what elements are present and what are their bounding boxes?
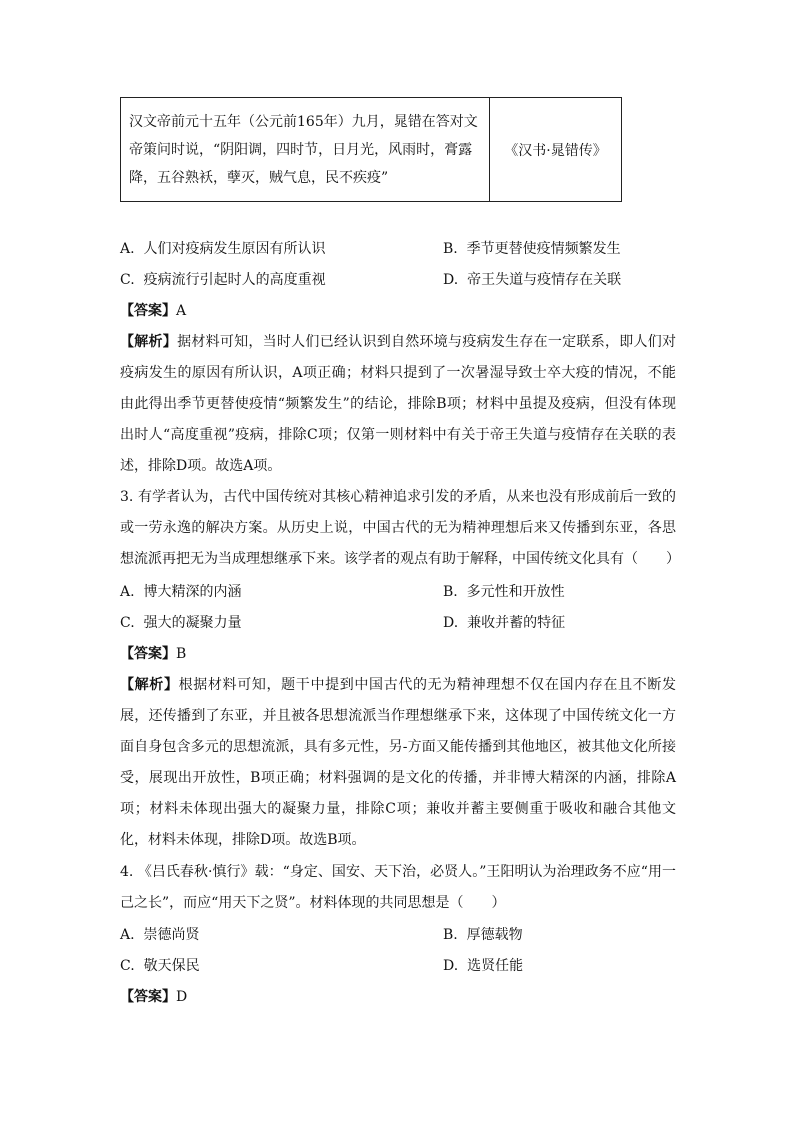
- source-table: [120, 97, 622, 202]
- q4-option-b: B. 厚德载物: [443, 927, 523, 943]
- q2-option-c: C. 疫病流行引起时人的高度重视: [120, 272, 326, 288]
- q3-option-a: A. 博大精深的内涵: [120, 584, 242, 600]
- q2-option-a: A. 人们对疫病发生原因有所认识: [120, 241, 326, 257]
- q3-answer: 【答案】B: [120, 646, 187, 662]
- source-citation-cell: 《汉书·晁错传》: [504, 142, 607, 159]
- q4-answer: 【答案】D: [120, 989, 188, 1005]
- q2-answer: 【答案】A: [120, 303, 187, 319]
- source-text-cell: 汉文帝前元十五年（公元前165年）九月，晁错在答对文帝策问时说，“阴阳调，四时节，日月光，风雨时，膏露降，五谷熟袄，孽灭，贼气息，民不疾疫”: [121, 98, 490, 201]
- q2-analysis: 【解析】据材料可知，当时人们已经认识到自然环境与疫病发生存在一定联系，即人们对疫病发生的原因有所认识，A项正确；材料只提到了一次暑湿导致士卒大疫的情况，不能由此得出季节更替使疫情“频繁发生”的结论，排除B项；材料中虽提及疫病，但没有体现出时人“高度重视”疫病，排除C项；仅第一则材料中有关于帝王失道与疫情存在关联的表述，排除D项。故选A项。: [120, 334, 677, 474]
- q2-option-b: B. 季节更替使疫情频繁发生: [443, 241, 621, 257]
- q2-option-d: D. 帝王失道与疫情存在关联: [443, 272, 622, 288]
- q3-stem: 3. 有学者认为，古代中国传统对其核心精神追求引发的矛盾，从来也没有形成前后一致的或一劳永逸的解决方案。从历史上说，中国古代的无为精神理想后来又传播到东亚，各思想流派再把无为当成理想继承下来。该学者的观点有助于解释，中国传统文化具有（ ）: [120, 489, 680, 567]
- q3-option-d: D. 兼收并蓄的特征: [443, 615, 566, 631]
- q3-analysis: 【解析】根据材料可知，题干中提到中国古代的无为精神理想不仅在国内存在且不断发展，还传播到了东亚，并且被各思想流派当作理想继承下来，这体现了中国传统文化一方面自身包含多元的思想流派，具有多元性，另-方面又能传播到其他地区，被其他文化所接受，展现出开放性，B项正确；材料强调的是文化的传播，并非博大精深的内涵，排除A项；材料未体现出强大的凝聚力量，排除C项；兼收并蓄主要侧重于吸收和融合其他文化，材料未体现，排除D项。故选B项。: [120, 677, 677, 848]
- q4-option-a: A. 崇德尚贤: [120, 927, 200, 943]
- q3-option-c: C. 强大的凝聚力量: [120, 615, 242, 631]
- q3-option-b: B. 多元性和开放性: [443, 584, 565, 600]
- q4-stem: 4. 《吕氏春秋·慎行》载：“身定、国安、天下治，必贤人。”王阳明认为治理政务不应“用一己之长”，而应“用天下之贤”。材料体现的共同思想是（ ）: [120, 864, 676, 911]
- q4-option-d: D. 选贤任能: [443, 958, 524, 974]
- q4-option-c: C. 敬天保民: [120, 958, 200, 974]
